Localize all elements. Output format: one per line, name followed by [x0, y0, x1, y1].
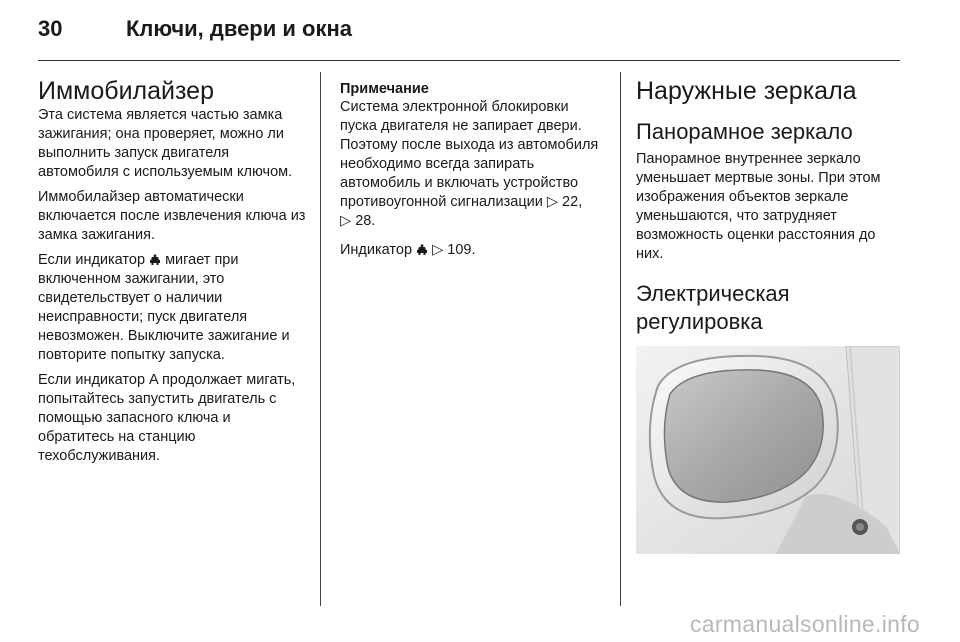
- car-key-indicator-icon: [149, 254, 161, 265]
- page-ref[interactable]: 28: [355, 213, 372, 229]
- text: Система электронной блокировки пуска двигателя не запирает двери. Поэтому после выхода из автомобиля необходимо всегда запирать автомобиль и включать устройство противоугонной сигнализации: [340, 99, 599, 210]
- subsection-heading: Панорамное зеркало: [636, 119, 853, 144]
- header-divider: [38, 60, 900, 61]
- paragraph: Если индикатор A продолжает мигать, попытайтесь запустить двигатель с помощью запасного ключа и обратитесь на станцию техобслуживания.: [38, 372, 296, 464]
- section-heading: Наружные зеркала: [636, 77, 857, 105]
- column-note: [340, 80, 608, 266]
- side-mirror-image: [636, 346, 900, 554]
- text: Индикатор: [340, 242, 417, 258]
- arrow-reference-icon: ▷: [546, 194, 559, 210]
- car-key-indicator-icon: [416, 244, 428, 255]
- note-text: Система электронной блокировки пуска двигателя не запирает двери. Поэтому после выхода из автомобиля необходимо всегда запирать автомобиль и включать устройство противоугонной сигнализации ▷ 22, ▷ 28.: [340, 99, 599, 229]
- subsection-heading: Электрическая регулировка: [636, 281, 790, 334]
- text: Если индикатор: [38, 252, 150, 268]
- column-divider: [320, 72, 321, 606]
- watermark: carmanualsonline.info: [689, 611, 920, 637]
- chapter-title: Ключи, двери и окна: [126, 16, 352, 41]
- column-mirrors: [636, 76, 906, 554]
- page-ref[interactable]: 109: [447, 242, 472, 258]
- paragraph: Панорамное внутреннее зеркало уменьшает мертвые зоны. При этом изображения объектов зеркале уменьшаются, что затрудняет возможность оценки расстояния до них.: [636, 151, 881, 262]
- page-number: 30: [38, 16, 63, 41]
- paragraph: Индикатор ▷ 109.: [340, 242, 476, 258]
- note-label: Примечание: [340, 81, 429, 97]
- paragraph: Иммобилайзер автоматически включается после извлечения ключа из замка зажигания.: [38, 189, 306, 243]
- column-divider: [620, 72, 621, 606]
- page-header: [38, 16, 900, 52]
- arrow-reference-icon: ▷: [432, 242, 444, 258]
- paragraph: Эта система является частью замка зажигания; она проверяет, можно ли выполнить запуск двигателя автомобиля с используемым ключом.: [38, 107, 293, 180]
- paragraph: [38, 251, 308, 365]
- text: мигает при включенном зажигании, это свидетельствует о наличии неисправности; пуск двигателя невозможен. Выключите зажигание и повторите попытку запуска.: [38, 252, 290, 363]
- column-immobilizer: [38, 76, 308, 472]
- mirror-illustration: [636, 346, 900, 554]
- page-ref[interactable]: 22: [562, 194, 579, 210]
- section-heading: Иммобилайзер: [38, 77, 214, 105]
- arrow-reference-icon: ▷: [340, 213, 352, 229]
